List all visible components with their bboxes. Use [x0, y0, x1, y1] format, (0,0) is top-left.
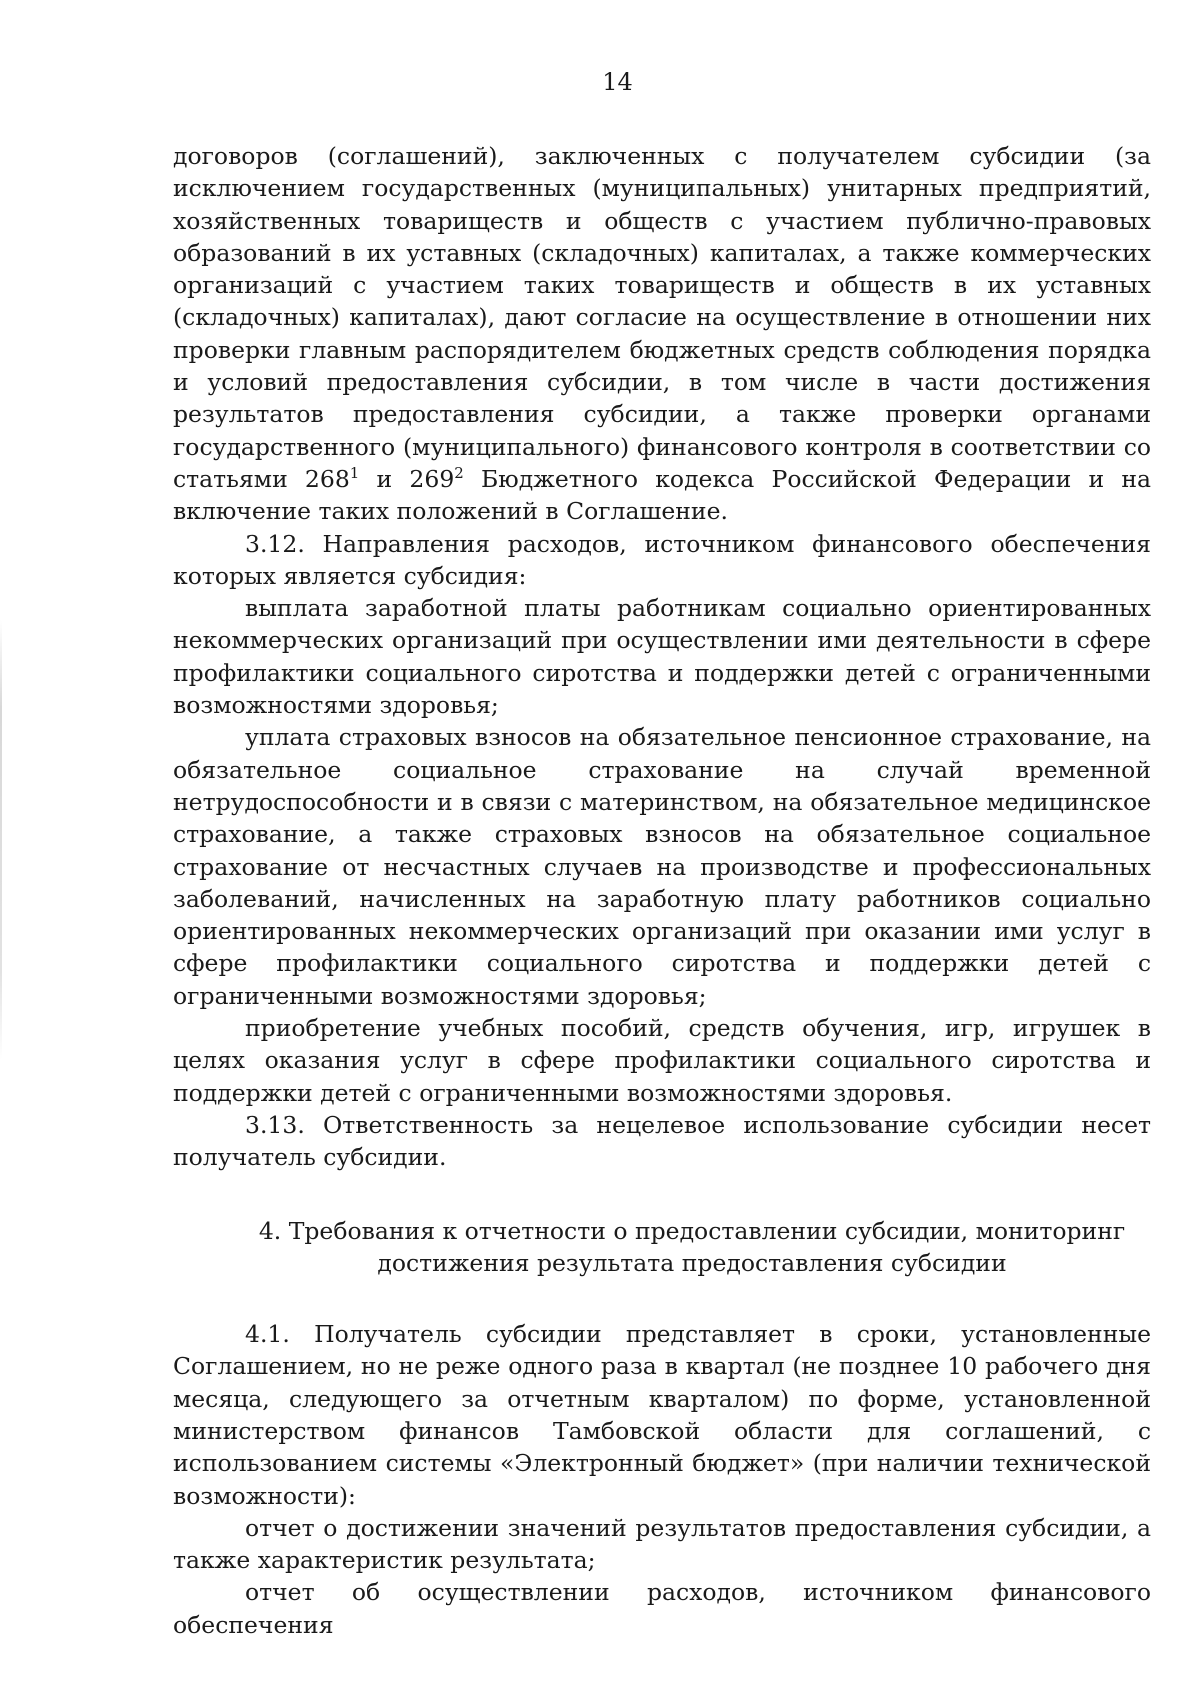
- scan-edge-mark: [0, 620, 2, 1060]
- document-body: [173, 140, 1151, 1641]
- paragraph-report-1: отчет о достижении значений результатов предоставления субсидии, а также характеристик результата;: [173, 1513, 1151, 1575]
- section-4-heading: [173, 1215, 1151, 1280]
- page-number: 14: [602, 68, 633, 96]
- paragraph-3-13: 3.13. Ответственность за нецелевое использование субсидии несет получатель субсидии.: [173, 1110, 1151, 1172]
- section-4-heading-line-2: достижения результата предоставления субсидии: [377, 1248, 1007, 1277]
- paragraph-continuation-end: Бюджетного кодекса Российской Федерации и на включение таких положений в Соглашение.: [173, 464, 1151, 526]
- section-4-heading-line-1: 4. Требования к отчетности о предоставлении субсидии, мониторинг: [258, 1216, 1126, 1245]
- paragraph-3-12: 3.12. Направления расходов, источником финансового обеспечения которых является субсидия:: [173, 529, 1151, 590]
- paragraph-continuation-mid: и 269: [359, 464, 455, 493]
- paragraph-insurance: уплата страховых взносов на обязательное пенсионное страхование, на обязательное социальное страхование на случай временной нетрудоспособности и в связи с материнством, на обязательное медицинское страхование, а также страховых взносов на обязательное социальное страхование от несчастных случаев на производстве и профессиональных заболеваний, начисленных на заработную плату работников социально ориентированных некоммерческих организаций при оказании ими услуг в сфере профилактики социального сиротства и поддержки детей с ограниченными возможностями здоровья;: [173, 723, 1151, 1010]
- paragraph-report-2: отчет об осуществлении расходов, источником финансового обеспечения: [173, 1578, 1151, 1639]
- paragraph-salary: выплата заработной платы работникам социально ориентированных некоммерческих организаций при осуществлении ими деятельности в сфере профилактики социального сиротства и поддержки детей с ограниченными возможностями здоровья;: [173, 594, 1151, 720]
- paragraph-purchase: приобретение учебных пособий, средств обучения, игр, игрушек в целях оказания услуг в сфере профилактики социального сиротства и поддержки детей с ограниченными возможностями здоровья.: [173, 1014, 1151, 1107]
- superscript-1: 1: [349, 463, 360, 482]
- superscript-2: 2: [454, 463, 464, 482]
- paragraph-continuation-text: договоров (соглашений), заключенных с получателем субсидии (за исключением государственных (муниципальных) унитарных предприятий, хозяйственных товариществ и обществ с участием публично-правовых образований в их уставных (складочных) капиталах, а также коммерческих организаций с участием таких товариществ и обществ в их уставных (складочных) капиталах), дают согласие на осуществление в отношении них проверки главным распорядителем бюджетных средств соблюдения порядка и условий предоставления субсидии, в том числе в части достижения результатов предоставления субсидии, а также проверки органами государственного (муниципального) финансового контроля в соответствии со статьями 268: [173, 142, 1151, 493]
- paragraph-continuation: [173, 140, 1151, 528]
- paragraph-4-1: 4.1. Получатель субсидии представляет в сроки, установленные Соглашением, но не реже одного раза в квартал (не позднее 10 рабочего дня месяца, следующего за отчетным кварталом) по форме, установленной министерством финансов Тамбовской области для соглашений, с использованием системы «Электронный бюджет» (при наличии технической возможности):: [173, 1320, 1151, 1510]
